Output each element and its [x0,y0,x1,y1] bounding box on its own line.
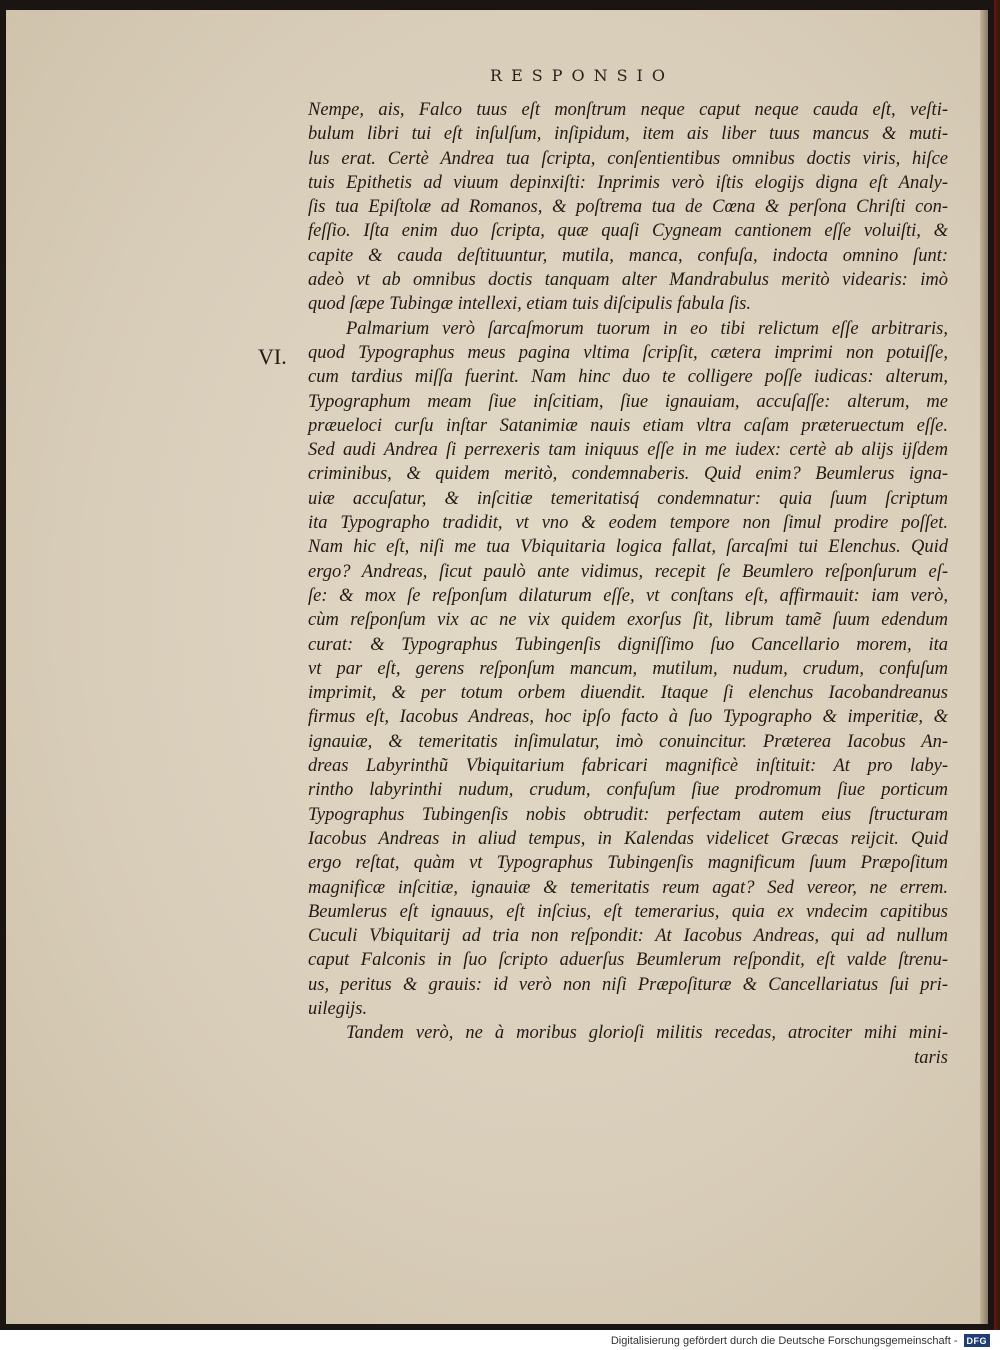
body-text [308,98,948,1070]
body-line: uiæ accuſatur, & inſcitiæ temeritatisq́ condemnatur: quia ſuum ſcriptum [308,488,948,509]
funding-credit: Digitalisierung gefördert durch die Deutsche Forschungsgemeinschaft - [610,1334,958,1347]
body-line: ignauiæ, & temeritatis inſimulatur, imò conuincitur. Præterea Iacobus An- [308,731,948,752]
body-line: feſſio. Iſta enim duo ſcripta, quæ quaſi Cygneam cantionem eſſe voluiſti, & [308,221,948,242]
body-line: ſe: & mox ſe reſponſum dilaturum eſſe, vt conſtans eſt, affirmauit: iam verò, [308,585,948,606]
body-line: Nam hic eſt, niſi me tua Vbiquitaria logica fallat, ſarcaſmi tui Elenchus. Quid [308,537,948,558]
body-line: bulum libri tui eſt inſulſum, inſipidum, item ais liber tuus mancus & muti- [308,124,948,145]
body-line: quod Typographus meus pagina vltima ſcripſit, cætera imprimi non potuiſſe, [308,342,948,363]
body-line: rintho labyrinthi nudum, crudum, confuſum ſiue prodromum ſiue porticum [308,780,948,801]
body-line: ita Typographo tradidit, vt vno & eodem tempore non ſimul prodire poſſet. [308,513,948,534]
body-line: Typographus Tubingenſis nobis obtrudit: perfectam autem eius ſtructuram [308,804,948,825]
body-line: dreas Labyrinthũ Vbiquitarium fabricari magnificè inſtituit: At pro laby- [308,756,948,777]
body-line: firmus eſt, Iacobus Andreas, hoc ipſo facto à ſuo Typographo & imperitiæ, & [308,707,948,728]
body-line: ergo? Andreas, ſicut paulò ante vidimus, recepit ſe Beumlero reſponſurum eſ- [308,561,948,582]
body-line: tuis Epithetis ad viuum depinxiſti: Inprimis verò iſtis elogijs digna eſt Analy- [308,172,948,193]
body-line: Tandem verò, ne à moribus glorioſi militis recedas, atrociter mihi mini- [346,1023,948,1044]
body-line: curat: & Typographus Tubingenſis digniſſimo ſuo Cancellario morem, ita [308,634,948,655]
body-line: uilegijs. [308,998,368,1019]
body-line: us, peritus & grauis: id verò non niſi Præpoſituræ & Cancellariatus ſui pri- [308,974,948,995]
body-line: criminibus, & quidem meritò, condemnaberis. Quid enim? Beumlerus igna- [308,464,948,485]
body-line: præueloci curſu inſtar Satanimiæ nauis etiam vltra caſam præteruectum eſſe. [308,415,948,436]
body-line: ergo reſtat, quàm vt Typographus Tubingenſis magnificum ſuum Præpoſitum [308,853,948,874]
body-line: imprimit, & per totum orbem diuendit. Itaque ſi elenchus Iacobandreanus [308,683,948,704]
body-line: caput Falconis in ſuo ſcripto aduerſus Beumlerum reſpondit, eſt valde ſtrenu- [308,950,948,971]
body-line: cùm reſponſum vix ac ne vix quidem exorſus ſit, librum tamẽ ſuum edendum [308,610,948,631]
body-line: Beumlerus eſt ignauus, eſt inſcius, eſt temerarius, quia ex vndecim capitibus [308,901,948,922]
catchword: taris [914,1047,948,1068]
binding-edge [994,0,1000,1330]
body-line: lus erat. Certè Andrea tua ſcripta, conſentientibus omnibus doctis viris, hiſce [308,148,948,169]
body-line: Nempe, ais, Falco tuus eſt monſtrum neque caput neque cauda eſt, veſti- [308,100,948,120]
body-line: Sed audi Andrea ſi perrexeris tam iniquus eſſe in me iudex: certè ab alijs ijſdem [308,440,948,461]
body-line: magnificæ inſcitiæ, ignauiæ & temeritatis reum agat? Sed vereor, ne errem. [308,877,948,898]
body-line: Typographum meam ſiue inſcitiam, ſiue ignauiam, accuſaſſe: alterum, me [308,391,948,412]
body-line: Palmarium verò ſarcaſmorum tuorum in eo tibi relictum eſſe arbitraris, [346,318,948,339]
body-line: vt par eſt, gerens reſponſum mancum, mutilum, nudum, crudum, confuſum [308,658,948,679]
body-line: adeò vt ab omnibus doctis tanquam alter Mandrabulus meritò videaris: imò [308,270,948,291]
footer-bar [0,1331,1000,1350]
marginal-numeral: VI. [258,344,287,369]
dfg-logo-icon: DFG [964,1334,991,1347]
body-line: Cuculi Vbiquitarij ad tria non reſpondit: At Iacobus Andreas, qui ad nullum [308,926,948,947]
page-edge-shadow [980,10,988,1324]
body-line: ſis tua Epiſtolæ ad Romanos, & poſtrema tua de Cœna & perſona Chriſti con- [308,197,948,218]
book-page [6,10,988,1324]
body-line: capite & cauda deſtituuntur, mutila, manca, confuſa, indocta omnino ſunt: [308,245,948,266]
body-line: quod ſæpe Tubingæ intellexi, etiam tuis diſcipulis fabula ſis. [308,294,751,315]
body-line: Iacobus Andreas in aliud tempus, in Kalendas videlicet Græcas reijcit. Quid [308,828,948,849]
body-line: cum tardius miſſa fuerint. Nam hinc duo te colligere poſſe iudicas: alterum, [308,367,948,388]
running-head: RESPONSIO [490,66,674,85]
